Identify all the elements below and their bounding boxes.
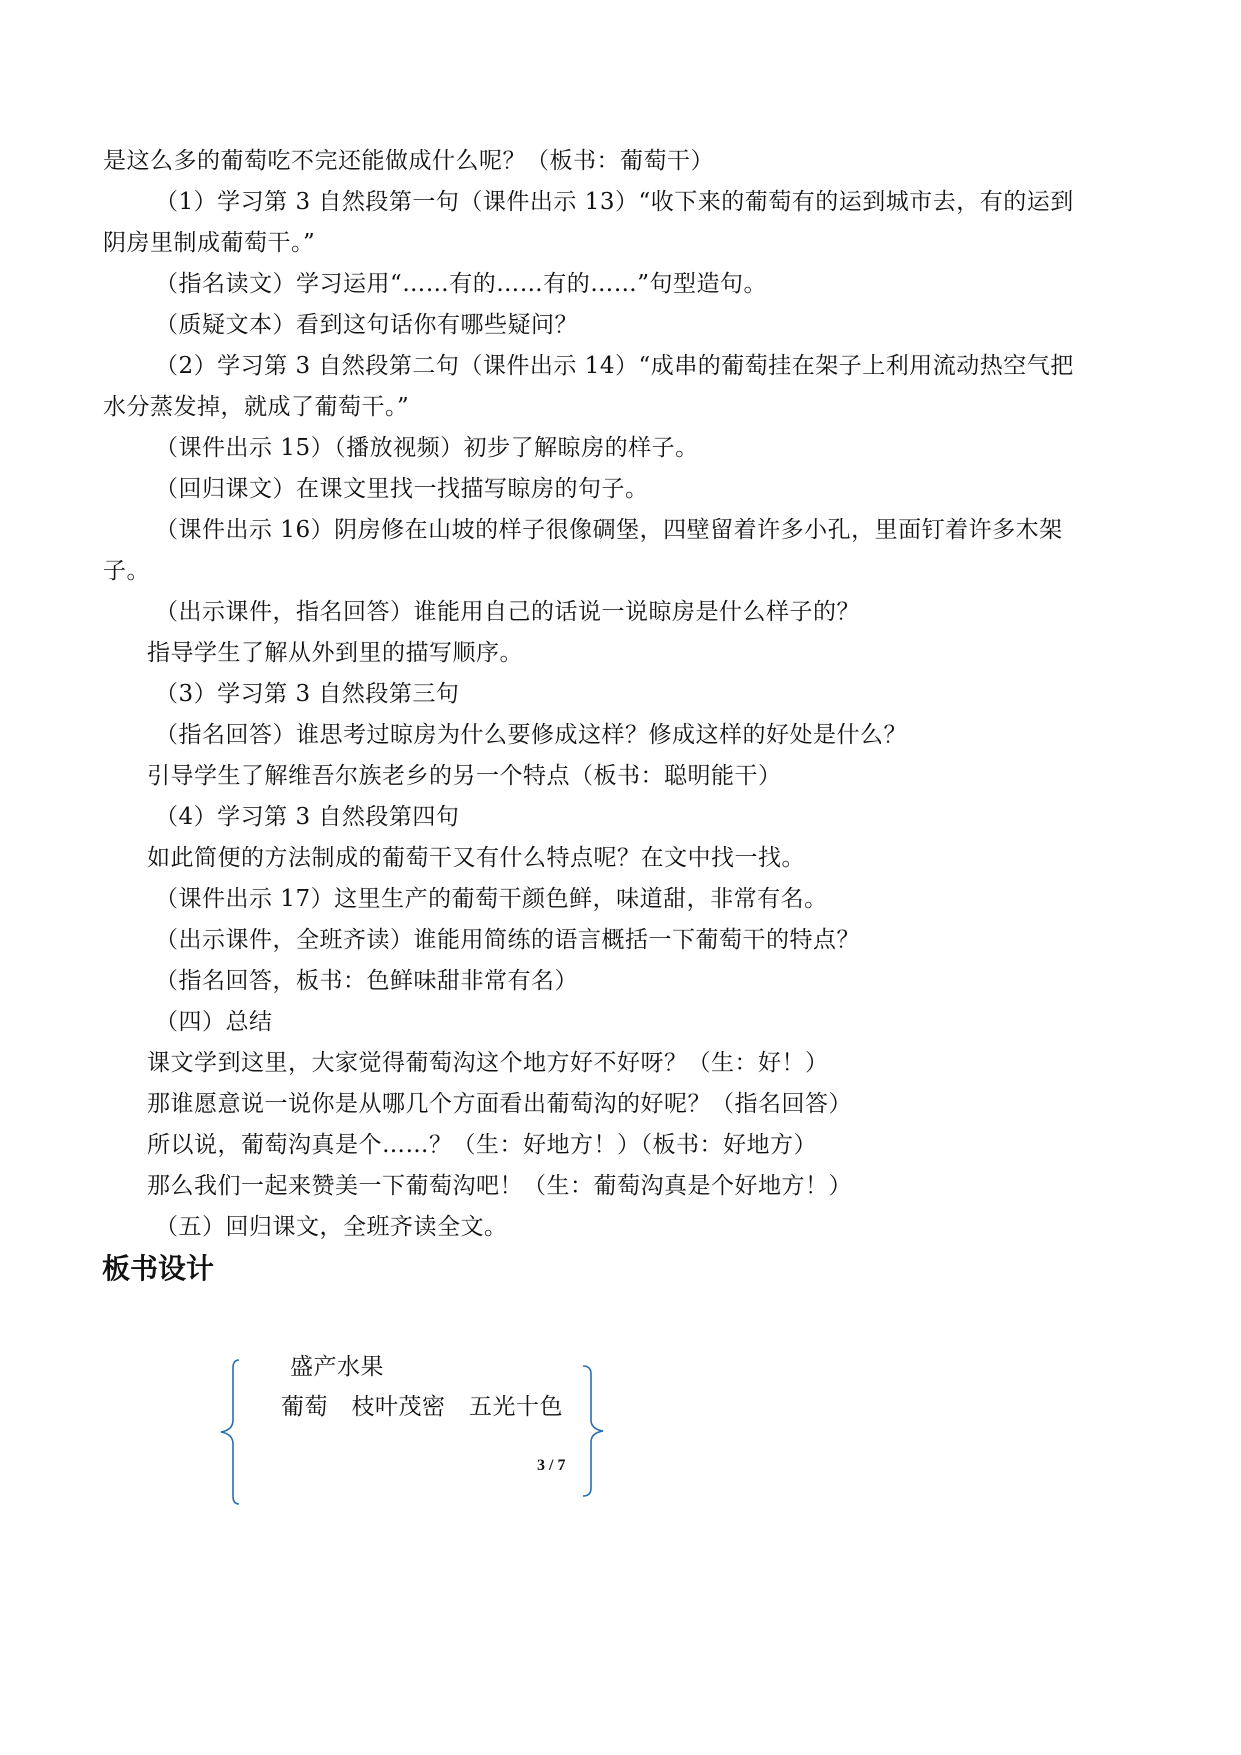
paragraph-line: （五）回归课文，全班齐读全文。 [155,1214,508,1240]
paragraph-line: 子。 [103,558,150,584]
paragraph-line: （回归课文）在课文里找一找描写晾房的句子。 [155,476,649,502]
paragraph-line: 阴房里制成葡萄干。” [103,230,316,256]
paragraph-line: 课文学到这里，大家觉得葡萄沟这个地方好不好呀？（生：好！） [147,1050,829,1076]
section-heading: 板书设计 [102,1252,215,1285]
paragraph-line: （4）学习第 3 自然段第四句 [155,804,460,830]
paragraph-line: （指名回答）谁思考过晾房为什么要修成这样？修成这样的好处是什么？ [155,722,907,748]
paragraph-line: 那谁愿意说一说你是从哪几个方面看出葡萄沟的好呢？（指名回答） [147,1091,852,1117]
paragraph-line: 引导学生了解维吾尔族老乡的另一个特点（板书：聪明能干） [147,763,782,789]
paragraph-line: （质疑文本）看到这句话你有哪些疑问？ [155,312,578,338]
paragraph-line: （课件出示 17）这里生产的葡萄干颜色鲜，味道甜，非常有名。 [155,886,828,912]
paragraph-line: （2）学习第 3 自然段第二句（课件出示 14）“成串的葡萄挂在架子上利用流动热空气把 [155,353,1074,379]
page-number: 3 / 7 [537,1457,566,1474]
board-line-2: 葡萄 枝叶茂密 五光十色 [281,1394,563,1420]
paragraph-line: 水分蒸发掉，就成了葡萄干。” [103,394,410,420]
paragraph-line: （课件出示 15）（播放视频）初步了解晾房的样子。 [155,435,699,461]
paragraph-line: （指名回答，板书：色鲜味甜非常有名） [155,968,578,994]
right-brace-icon [581,1364,605,1499]
board-line-1: 盛产水果 [290,1354,384,1380]
paragraph-line: 所以说，葡萄沟真是个……？（生：好地方！）（板书：好地方） [147,1132,817,1158]
paragraph-line: 如此简便的方法制成的葡萄干又有什么特点呢？在文中找一找。 [147,845,805,871]
paragraph-line: （课件出示 16）阴房修在山坡的样子很像碉堡，四壁留着许多小孔，里面钉着许多木架 [155,517,1063,543]
left-brace-icon [217,1358,241,1508]
paragraph-line: （3）学习第 3 自然段第三句 [155,681,460,707]
paragraph-line: （出示课件，指名回答）谁能用自己的话说一说晾房是什么样子的？ [155,599,860,625]
paragraph-line: （指名读文）学习运用“……有的……有的……”句型造句。 [155,271,768,297]
paragraph-line: 是这么多的葡萄吃不完还能做成什么呢？（板书：葡萄干） [103,148,714,174]
paragraph-line: （出示课件，全班齐读）谁能用简练的语言概括一下葡萄干的特点？ [155,927,860,953]
paragraph-line: 那么我们一起来赞美一下葡萄沟吧！（生：葡萄沟真是个好地方！） [147,1173,852,1199]
paragraph-line: （四）总结 [155,1009,273,1035]
paragraph-line: （1）学习第 3 自然段第一句（课件出示 13）“收下来的葡萄有的运到城市去，有的运到 [155,189,1074,215]
paragraph-line: 指导学生了解从外到里的描写顺序。 [147,640,523,666]
